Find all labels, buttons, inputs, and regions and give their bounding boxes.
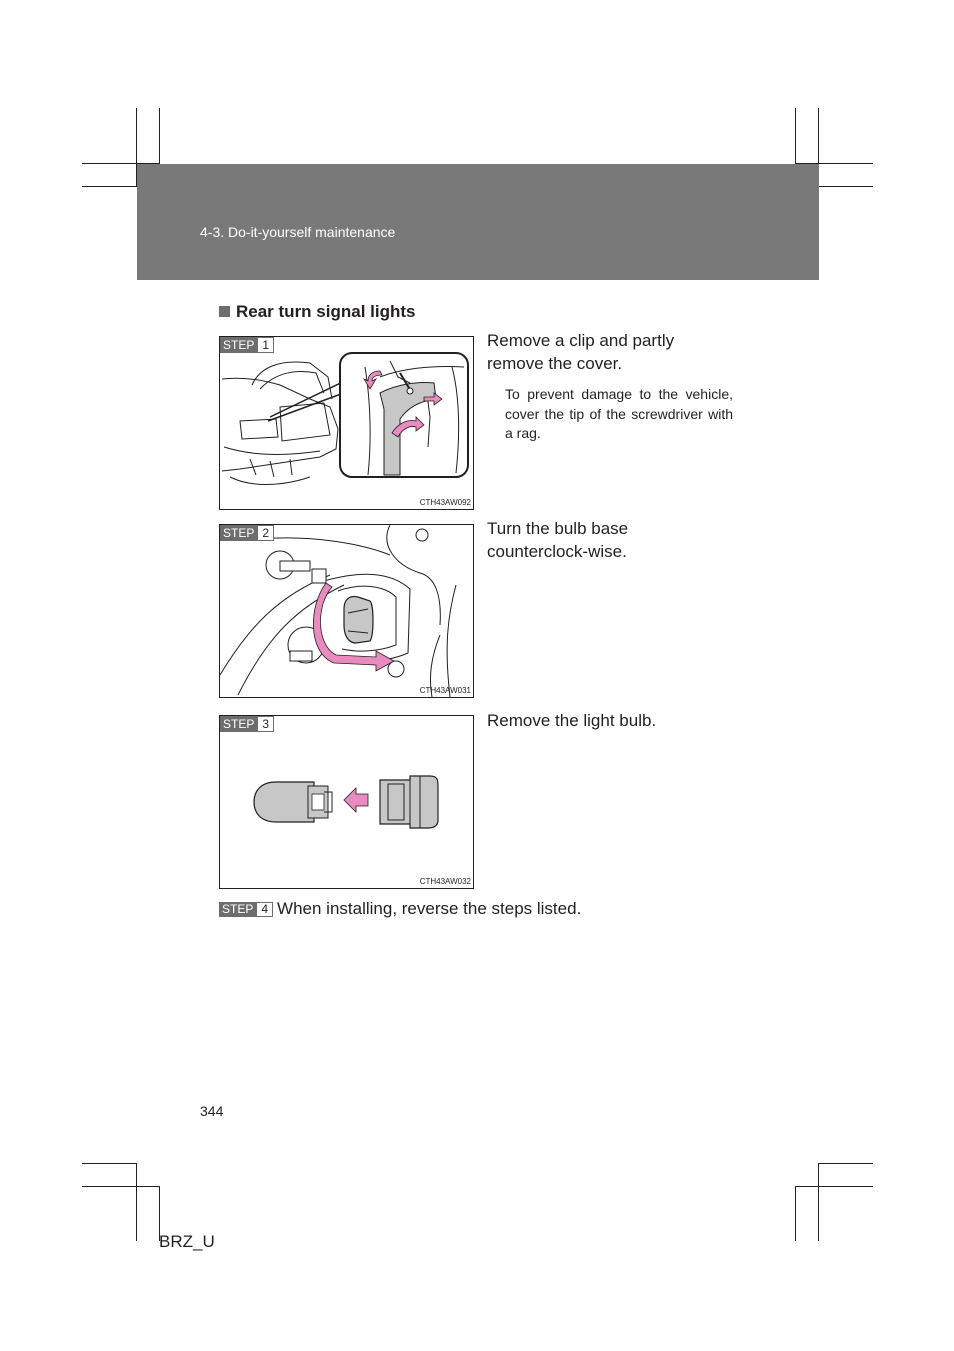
square-bullet-icon [219, 306, 230, 317]
crop-mark [818, 186, 873, 187]
step-number: 4 [256, 902, 273, 917]
step-1-figure [219, 336, 474, 510]
crop-mark [795, 108, 796, 164]
step-1-note: To prevent damage to the vehicle, cover the tip of the screwdriver with a rag. [505, 386, 733, 441]
chapter-header-band [137, 164, 819, 280]
step-word: STEP [219, 902, 256, 917]
bulb-socket-illustration [220, 525, 473, 697]
rear-trunk-illustration [220, 337, 473, 509]
step-1-tag [220, 337, 274, 353]
step-2-figure [219, 524, 474, 698]
step-4 [219, 899, 581, 919]
step-word: STEP [220, 525, 257, 541]
step-number: 3 [257, 716, 274, 732]
step-4-text: When installing, reverse the steps listed. [277, 899, 582, 918]
step-number: 1 [257, 337, 274, 353]
model-code: BRZ_U [159, 1232, 215, 1251]
step-2-text: Turn the bulb base counterclock-wise. [487, 519, 629, 561]
section-heading [219, 302, 415, 322]
step-number: 2 [257, 525, 274, 541]
heading-text: Rear turn signal lights [236, 302, 416, 321]
figure-code: CTH43AW031 [419, 686, 471, 695]
crop-mark [82, 186, 137, 187]
crop-mark [818, 1163, 873, 1164]
figure-code: CTH43AW032 [419, 877, 471, 886]
step-3-tag [220, 716, 274, 732]
crop-mark [82, 1186, 160, 1187]
section-title: 4-3. Do-it-yourself maintenance [200, 224, 396, 240]
figure-code: CTH43AW092 [419, 498, 471, 507]
step-word: STEP [220, 337, 257, 353]
crop-mark [136, 1163, 137, 1241]
crop-mark [795, 1186, 873, 1187]
step-1-text: Remove a clip and partly remove the cover. [487, 331, 675, 373]
step-4-tag [219, 902, 273, 917]
page-number: 344 [200, 1103, 224, 1119]
step-3-text: Remove the light bulb. [487, 711, 657, 730]
light-bulb-removal-illustration [220, 716, 473, 888]
crop-mark [159, 108, 160, 164]
crop-mark [795, 1186, 796, 1241]
step-word: STEP [220, 716, 257, 732]
crop-mark [818, 1163, 819, 1241]
step-2-tag [220, 525, 274, 541]
crop-mark [82, 1163, 137, 1164]
step-3-figure [219, 715, 474, 889]
